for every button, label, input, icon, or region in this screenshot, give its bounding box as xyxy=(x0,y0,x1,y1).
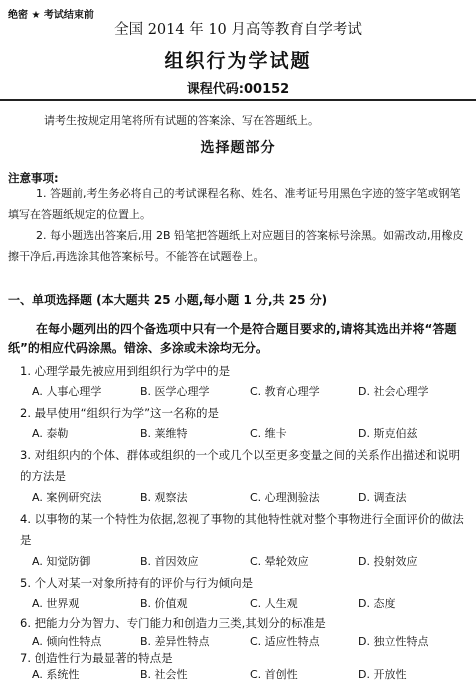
option: A. 案例研究法 xyxy=(32,491,102,504)
exam-heading: 全国 2014 年 10 月高等教育自学考试 xyxy=(114,22,362,38)
option-row xyxy=(32,666,472,686)
option-row xyxy=(32,489,472,509)
question-stem: 3. 对组织内的个体、群体或组织的一个或几个以至更多变量之间的关系作出描述和说明的方法是 xyxy=(20,448,461,483)
option: D. 社会心理学 xyxy=(358,385,429,398)
option: A. 人事心理学 xyxy=(32,385,102,398)
section-title: 选择题部分 xyxy=(200,140,276,156)
option: B. 观察法 xyxy=(140,491,188,504)
note-item: 1. 答题前,考生务必将自己的考试课程名称、姓名、准考证号用黑色字迹的签字笔或钢笔填写在答题纸规定的位置上。 xyxy=(8,187,461,221)
general-instruction: 请考生按规定用笔将所有试题的答案涂、写在答题纸上。 xyxy=(44,114,319,127)
option: D. 调查法 xyxy=(358,491,407,504)
option: D. 态度 xyxy=(358,597,396,610)
option: B. 医学心理学 xyxy=(140,385,210,398)
question-stem: 5. 个人对某一对象所持有的评价与行为倾向是 xyxy=(20,576,254,590)
option: A. 系统性 xyxy=(32,668,80,681)
option: C. 维卡 xyxy=(250,427,287,440)
question-stem: 2. 最早使用“组织行为学”这一名称的是 xyxy=(20,406,220,420)
option: D. 开放性 xyxy=(358,668,407,681)
part-intro: 在每小题列出的四个备选项中只有一个是符合题目要求的,请将其选出并将“答题纸”的相应代码涂黑。错涂、多涂或未涂均无分。 xyxy=(8,322,457,355)
option: A. 世界观 xyxy=(32,597,80,610)
paper-title: 组织行为学试题 xyxy=(164,50,312,72)
note-item: 2. 每小题选出答案后,用 2B 铅笔把答题纸上对应题目的答案标号涂黑。如需改动,用橡皮擦干净后,再选涂其他答案标号。不能答在试题卷上。 xyxy=(8,229,464,263)
option-row xyxy=(32,553,472,573)
option-row xyxy=(32,425,472,445)
option: C. 心理测验法 xyxy=(250,491,320,504)
notes-heading: 注意事项: xyxy=(8,171,59,185)
option: A. 泰勒 xyxy=(32,427,69,440)
option: D. 投射效应 xyxy=(358,555,418,568)
question-stem: 4. 以事物的某一个特性为依据,忽视了事物的其他特性就对整个事物进行全面评价的做法是 xyxy=(20,512,464,547)
course-code: 课程代码:00152 xyxy=(186,82,290,97)
option: C. 晕轮效应 xyxy=(250,555,309,568)
option: A. 知觉防御 xyxy=(32,555,91,568)
confidential-label: 绝密 ★ 考试结束前 xyxy=(8,10,94,21)
header-divider xyxy=(0,99,476,101)
option: B. 莱维特 xyxy=(140,427,188,440)
question-stem: 7. 创造性行为最显著的特点是 xyxy=(20,651,173,665)
option: D. 独立性特点 xyxy=(358,635,429,648)
option-row xyxy=(32,595,472,615)
option: C. 教育心理学 xyxy=(250,385,320,398)
option: C. 人生观 xyxy=(250,597,298,610)
option-row xyxy=(32,383,472,403)
option: B. 价值观 xyxy=(140,597,188,610)
question-stem: 1. 心理学最先被应用到组织行为学中的是 xyxy=(20,364,231,378)
option: A. 倾向性特点 xyxy=(32,635,102,648)
option: D. 斯克伯兹 xyxy=(358,427,418,440)
option: C. 适应性特点 xyxy=(250,635,320,648)
part-heading: 一、单项选择题 (本大题共 25 小题,每小题 1 分,共 25 分) xyxy=(8,293,328,307)
question-stem: 6. 把能力分为智力、专门能力和创造力三类,其划分的标准是 xyxy=(20,616,326,630)
option: B. 社会性 xyxy=(140,668,188,681)
option: B. 差异性特点 xyxy=(140,635,210,648)
option: C. 首创性 xyxy=(250,668,298,681)
option: B. 首因效应 xyxy=(140,555,199,568)
